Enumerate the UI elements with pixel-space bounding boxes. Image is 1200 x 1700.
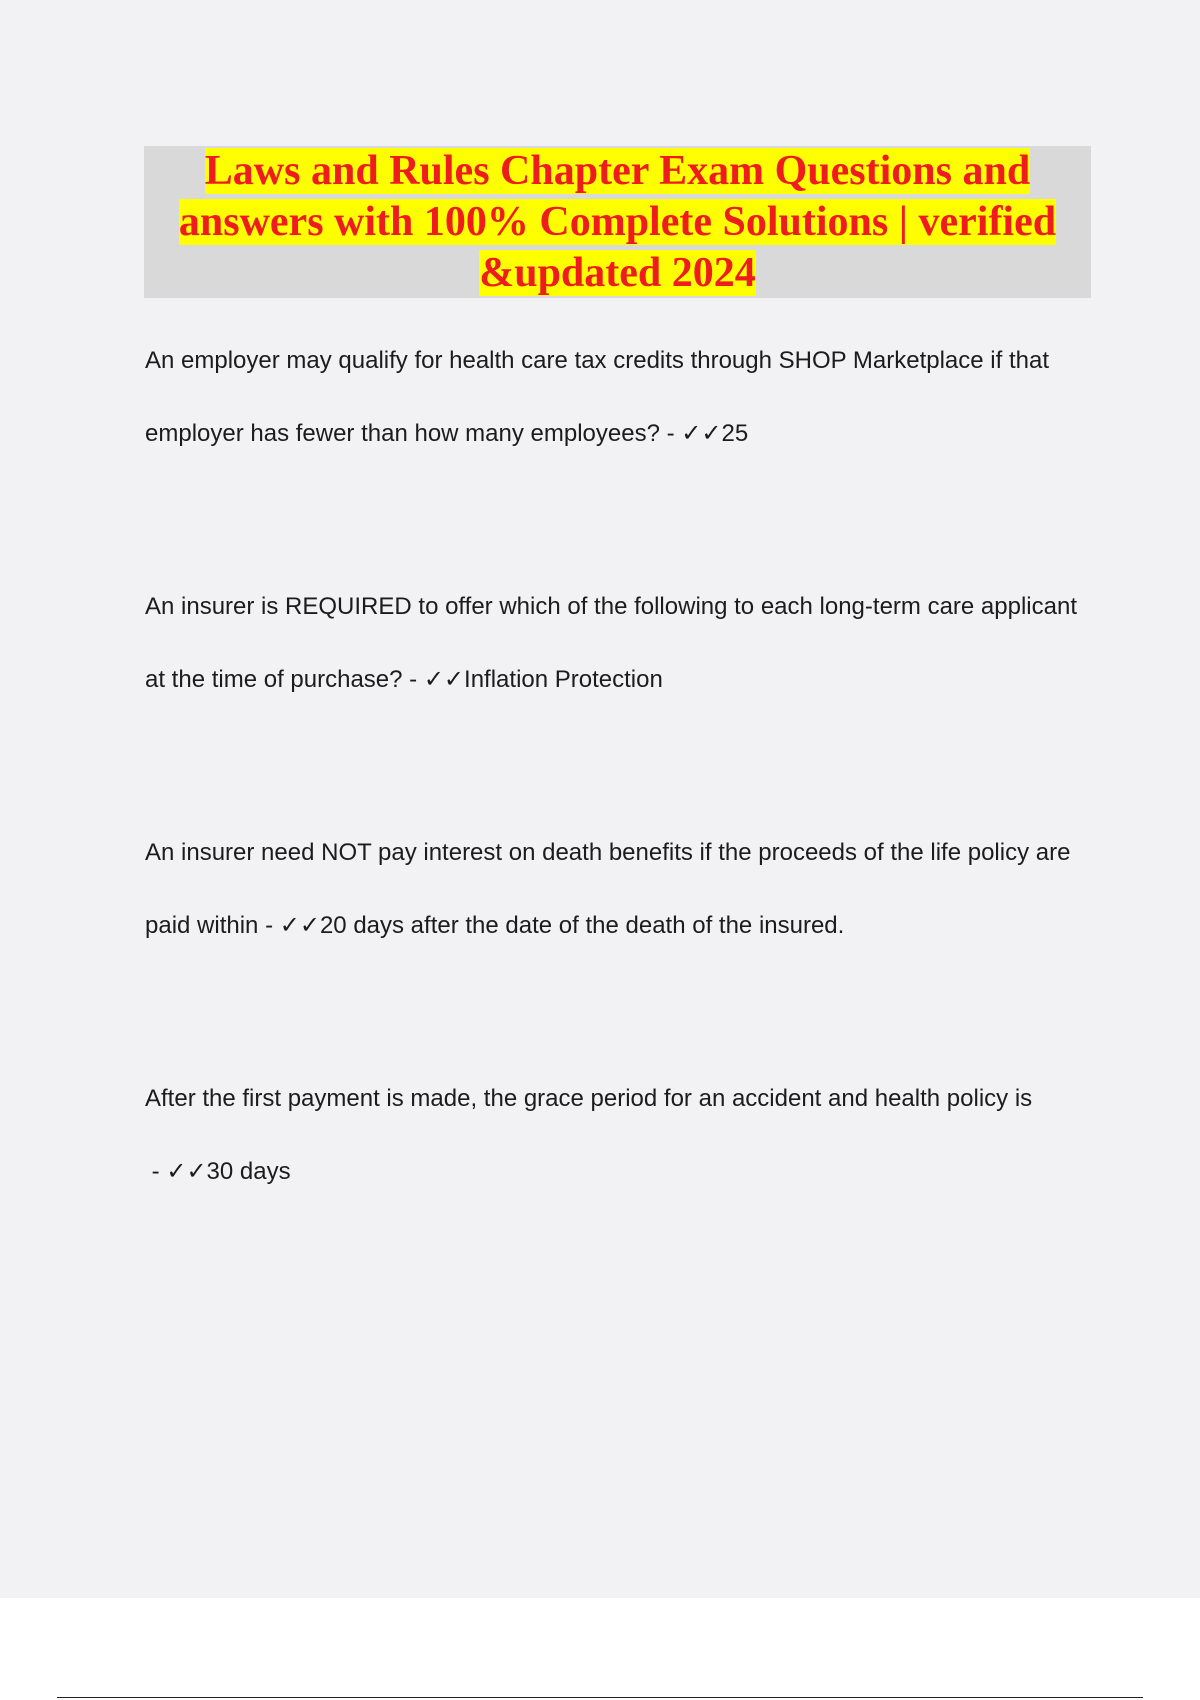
double-check-icon: ✓✓	[681, 419, 722, 447]
answer-text: 25	[721, 420, 749, 447]
separator: -	[402, 666, 424, 693]
double-check-icon: ✓✓	[166, 1157, 207, 1185]
document-title	[144, 146, 1091, 299]
question-text: An insurer need NOT pay interest on death benefits if the proceeds of the life policy are paid within	[145, 839, 1071, 939]
title-banner	[144, 146, 1091, 298]
question-text: An employer may qualify for health care tax credits through SHOP Marketplace if that employer has fewer than how many employees?	[145, 347, 1049, 447]
separator: -	[659, 420, 682, 447]
separator: -	[145, 1158, 167, 1185]
question-text: An insurer is REQUIRED to offer which of the following to each long-term care applicant at the time of purchase?	[145, 593, 1077, 693]
separator: -	[258, 912, 280, 939]
qa-item	[145, 324, 1100, 470]
answer-text: Inflation Protection	[464, 666, 663, 693]
answer-text: 30 days	[206, 1158, 291, 1185]
document-title-text: Laws and Rules Chapter Exam Questions and answers with 100% Complete Solutions | verified &updated 2024	[178, 147, 1057, 296]
footer-divider	[57, 1697, 1143, 1698]
qa-item	[145, 1062, 1100, 1208]
qa-item	[145, 816, 1100, 962]
question-text: After the first payment is made, the grace period for an accident and health policy is	[145, 1085, 1033, 1112]
qa-item	[145, 570, 1100, 716]
double-check-icon: ✓✓	[423, 665, 465, 693]
double-check-icon: ✓✓	[279, 911, 320, 939]
answer-text: 20 days after the date of the death of the insured.	[319, 912, 845, 939]
